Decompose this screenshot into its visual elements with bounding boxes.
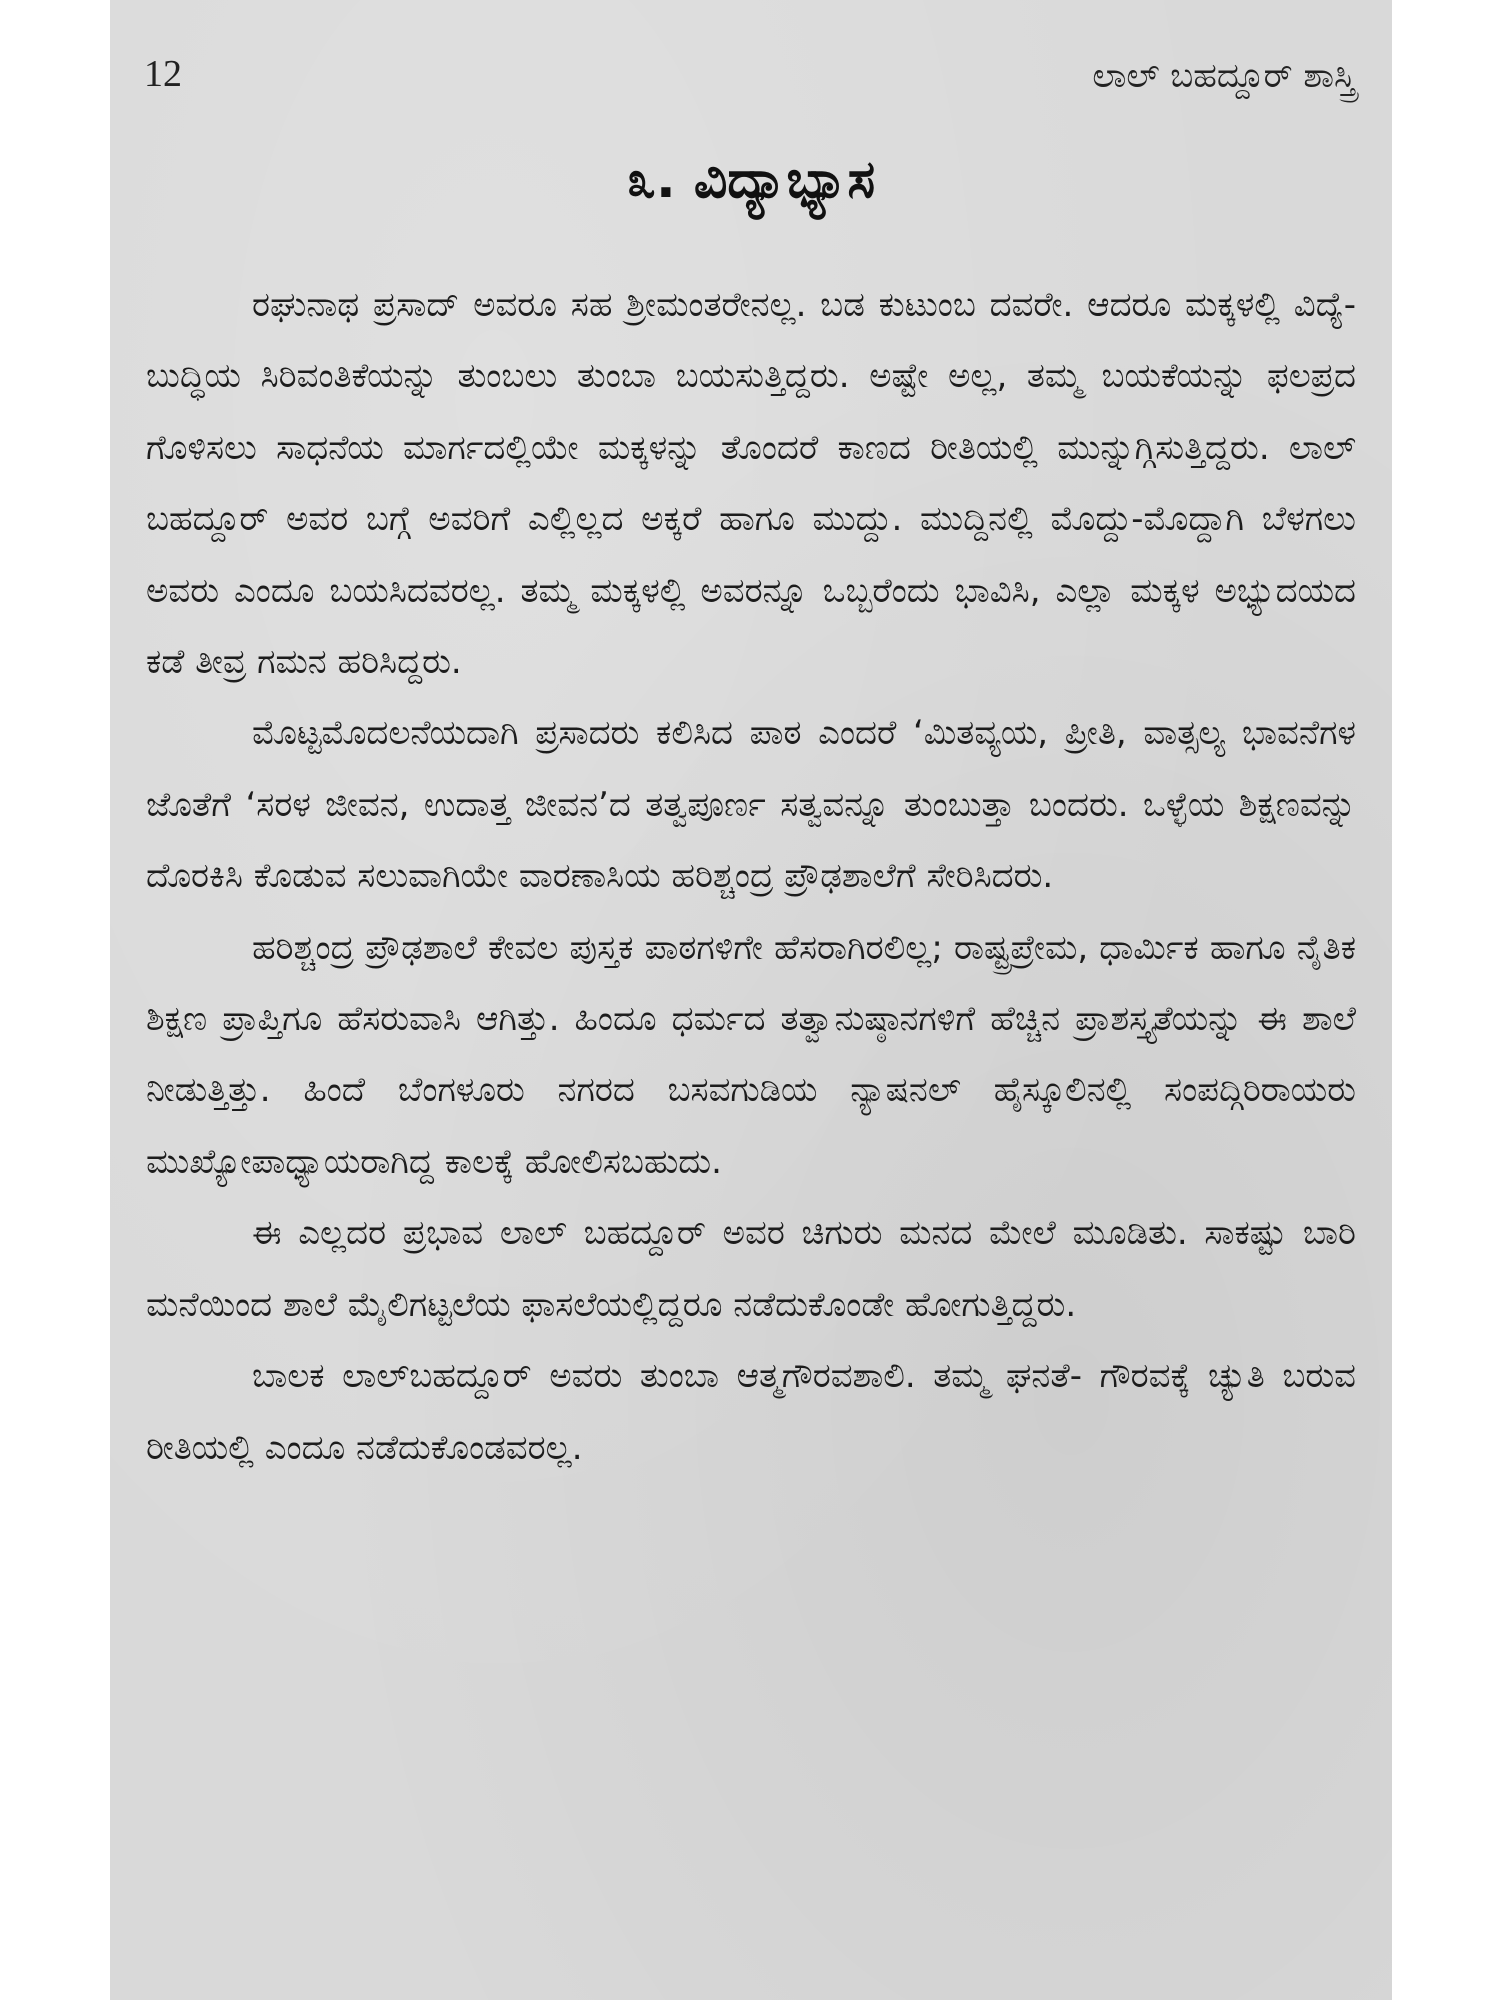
chapter-title: ೩. ವಿದ್ಯಾಭ್ಯಾಸ	[626, 150, 876, 210]
page-number: 12	[144, 53, 182, 95]
paragraph: ಹರಿಶ್ಚಂದ್ರ ಪ್ರೌಢಶಾಲೆ ಕೇವಲ ಪುಸ್ತಕ ಪಾಠಗಳಿಗೇ ಹೆಸರಾಗಿರಲಿಲ್ಲ; ರಾಷ್ಟ್ರಪ್ರೇಮ, ಧಾರ್ಮಿಕ ಹಾಗೂ ನೈತಿಕ ಶಿಕ್ಷಣ ಪ್ರಾಪ್ತಿಗೂ ಹೆಸರುವಾಸಿ ಆಗಿತ್ತು. ಹಿಂದೂ ಧರ್ಮದ ತತ್ವಾನುಷ್ಠಾನಗಳಿಗೆ ಹೆಚ್ಚಿನ ಪ್ರಾಶಸ್ತ್ಯತೆಯನ್ನು ಈ ಶಾಲೆ ನೀಡುತ್ತಿತ್ತು. ಹಿಂದೆ ಬೆಂಗಳೂರು ನಗರದ ಬಸವಗುಡಿಯ ನ್ಯಾಷನಲ್ ಹೈಸ್ಕೂಲಿನಲ್ಲಿ ಸಂಪದ್ಗಿರಿರಾಯರು ಮುಖ್ಯೋಪಾಧ್ಯಾಯರಾಗಿದ್ದ ಕಾಲಕ್ಕೆ ಹೋಲಿಸಬಹುದು.	[146, 927, 1356, 1182]
running-head: ಲಾಲ್ ಬಹದ್ದೂರ್ ಶಾಸ್ತ್ರಿ	[1092, 56, 1356, 96]
book-page	[110, 0, 1392, 2000]
body-text	[146, 270, 1356, 1484]
paragraph: ಈ ಎಲ್ಲದರ ಪ್ರಭಾವ ಲಾಲ್ ಬಹದ್ದೂರ್ ಅವರ ಚಿಗುರು ಮನದ ಮೇಲೆ ಮೂಡಿತು. ಸಾಕಷ್ಟು ಬಾರಿ ಮನೆಯಿಂದ ಶಾಲೆ ಮೈಲಿಗಟ್ಟಲೆಯ ಫಾಸಲೆಯಲ್ಲಿದ್ದರೂ ನಡೆದುಕೊಂಡೇ ಹೋಗುತ್ತಿದ್ದರು.	[146, 1213, 1356, 1325]
paragraph: ರಘುನಾಥ ಪ್ರಸಾದ್ ಅವರೂ ಸಹ ಶ್ರೀಮಂತರೇನಲ್ಲ. ಬಡ ಕುಟುಂಬ ದವರೇ. ಆದರೂ ಮಕ್ಕಳಲ್ಲಿ ವಿದ್ಯೆ-ಬುದ್ಧಿಯ ಸಿರಿವಂತಿಕೆಯನ್ನು ತುಂಬಲು ತುಂಬಾ ಬಯಸುತ್ತಿದ್ದರು. ಅಷ್ಟೇ ಅಲ್ಲ, ತಮ್ಮ ಬಯಕೆಯನ್ನು ಫಲಪ್ರದ ಗೊಳಿಸಲು ಸಾಧನೆಯ ಮಾರ್ಗದಲ್ಲಿಯೇ ಮಕ್ಕಳನ್ನು ತೊಂದರೆ ಕಾಣದ ರೀತಿಯಲ್ಲಿ ಮುನ್ನುಗ್ಗಿಸುತ್ತಿದ್ದರು. ಲಾಲ್ ಬಹದ್ದೂರ್ ಅವರ ಬಗ್ಗೆ ಅವರಿಗೆ ಎಲ್ಲಿಲ್ಲದ ಅಕ್ಕರೆ ಹಾಗೂ ಮುದ್ದು. ಮುದ್ದಿನಲ್ಲಿ ಮೊದ್ದು-ಮೊದ್ದಾಗಿ ಬೆಳಗಲು ಅವರು ಎಂದೂ ಬಯಸಿದವರಲ್ಲ. ತಮ್ಮ ಮಕ್ಕಳಲ್ಲಿ ಅವರನ್ನೂ ಒಬ್ಬರೆಂದು ಭಾವಿಸಿ, ಎಲ್ಲಾ ಮಕ್ಕಳ ಅಭ್ಯುದಯದ ಕಡೆ ತೀವ್ರ ಗಮನ ಹರಿಸಿದ್ದರು.	[146, 285, 1356, 683]
paragraph: ಮೊಟ್ಟಮೊದಲನೆಯದಾಗಿ ಪ್ರಸಾದರು ಕಲಿಸಿದ ಪಾಠ ಎಂದರೆ ‘ಮಿತವ್ಯಯ, ಪ್ರೀತಿ, ವಾತ್ಸಲ್ಯ ಭಾವನೆಗಳ ಜೊತೆಗೆ ‘ಸರಳ ಜೀವನ, ಉದಾತ್ತ ಜೀವನ’ದ ತತ್ವಪೂರ್ಣ ಸತ್ವವನ್ನೂ ತುಂಬುತ್ತಾ ಬಂದರು. ಒಳ್ಳೆಯ ಶಿಕ್ಷಣವನ್ನು ದೊರಕಿಸಿ ಕೊಡುವ ಸಲುವಾಗಿಯೇ ವಾರಣಾಸಿಯ ಹರಿಶ್ಚಂದ್ರ ಪ್ರೌಢಶಾಲೆಗೆ ಸೇರಿಸಿದರು.	[146, 713, 1356, 897]
paragraph: ಬಾಲಕ ಲಾಲ್‌ಬಹದ್ದೂರ್ ಅವರು ತುಂಬಾ ಆತ್ಮಗೌರವಶಾಲಿ. ತಮ್ಮ ಘನತೆ- ಗೌರವಕ್ಕೆ ಚ್ಯುತಿ ಬರುವ ರೀತಿಯಲ್ಲಿ ಎಂದೂ ನಡೆದುಕೊಂಡವರಲ್ಲ.	[146, 1356, 1356, 1468]
